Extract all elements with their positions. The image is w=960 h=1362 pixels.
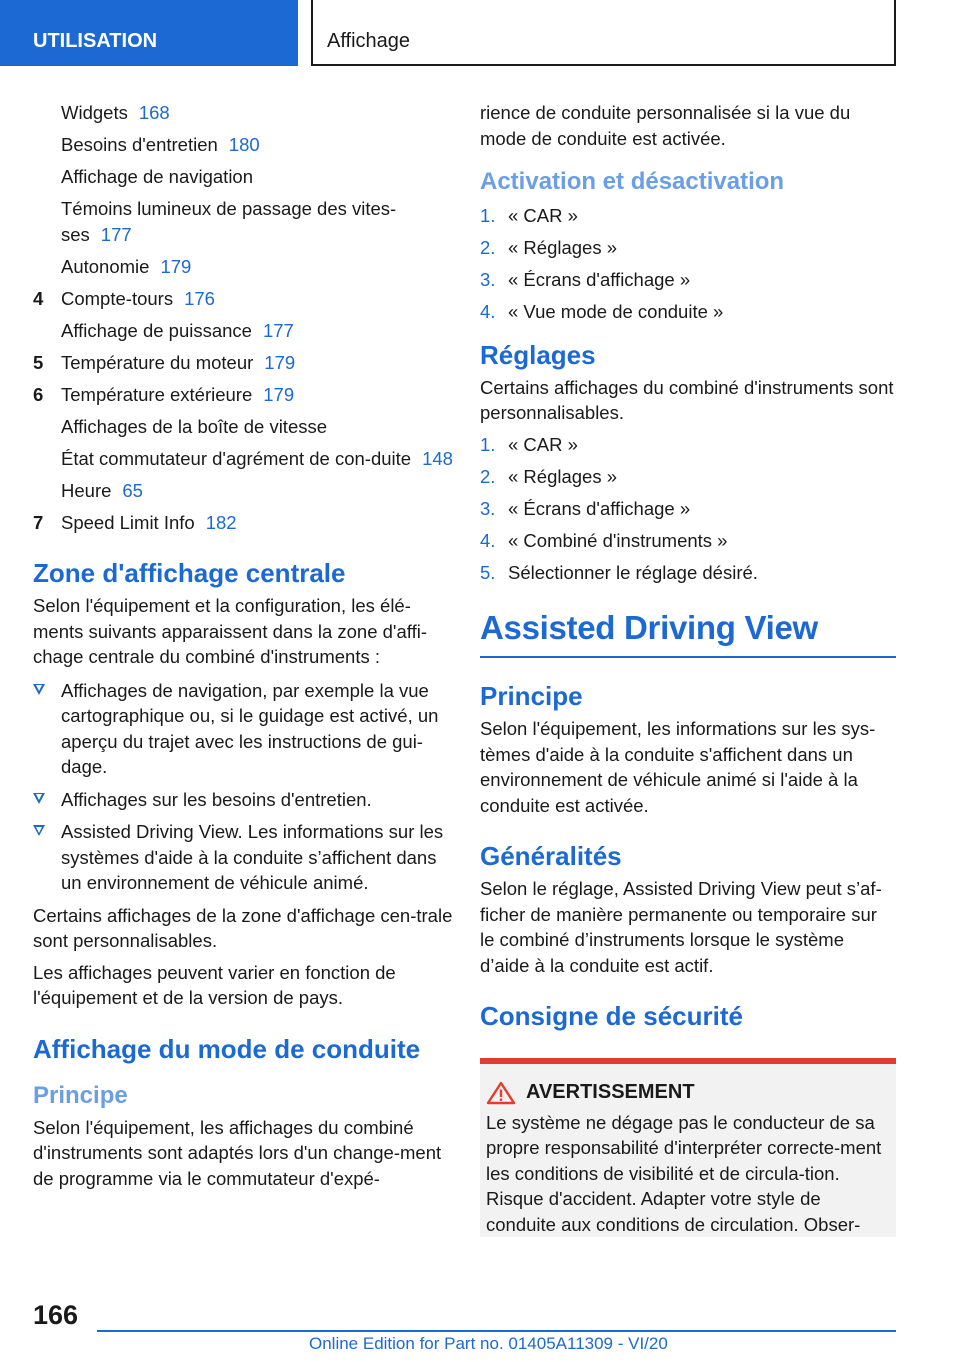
index-entry [33,446,453,472]
step-item [480,299,896,325]
step-number: 4. [480,529,496,551]
page-reference-link[interactable]: 65 [122,479,143,501]
principe-heading-left: Principe [33,1081,128,1109]
list-item: Assisted Driving View. Les informations sur les systèmes d'aide à la conduite s’affichent dans un environnement de véhicule animé. [33,819,453,896]
page-reference-link[interactable]: 179 [263,383,295,405]
reglages-heading: Réglages [480,339,596,370]
legend-index-list [33,100,453,535]
page-reference-link[interactable]: 148 [422,447,453,469]
index-entry [33,164,453,190]
index-label: Compte-tours [61,287,174,309]
chapter-tab [311,0,896,66]
index-label: Température extérieure [61,383,253,405]
index-label: État commutateur d'agrément de con-duite [61,447,412,469]
chapter-title: Affichage [327,30,411,52]
page-reference-link[interactable]: 168 [138,102,170,123]
consigne-heading: Consigne de sécurité [480,1001,743,1031]
page-reference-link[interactable]: 179 [160,255,192,277]
generalites-heading: Généralités [480,841,622,871]
generalites-text: Selon le réglage, Assisted Driving View peut s’af-ficher de manière permanente ou temporaire sur le combiné d’instruments lorsque le système d’aide à la conduite est actif. [480,878,882,976]
step-text: « Réglages » [508,465,618,487]
step-number: 1. [480,433,496,455]
left-column [33,100,453,1197]
zone-paragraph-2: Les affichages peuvent varier en fonction de l'équipement et de la version de pays. [33,961,396,1008]
adv-heading: Assisted Driving View [480,609,896,658]
step-number: 4. [480,301,496,322]
bullet-triangle-icon [33,825,45,836]
warning-triangle-icon [486,1081,516,1105]
section-title: UTILISATION [33,30,158,52]
step-number: 3. [480,269,496,290]
index-label: Affichage de navigation [61,166,254,187]
index-number: 4 [33,287,44,309]
bullet-triangle-icon [33,793,45,804]
step-text: « Écrans d'affichage » [508,497,691,519]
index-label: Témoins lumineux de passage des vites-ses [61,198,397,245]
list-item: Affichages sur les besoins d'entretien. [33,787,453,813]
page-reference-link[interactable]: 182 [205,511,237,533]
index-entry [33,510,453,536]
reglages-text: Certains affichages du combiné d'instruments sont personnalisables. [480,376,894,423]
step-number: 2. [480,465,496,487]
activation-steps [480,203,896,325]
index-entry [33,132,453,158]
index-label: Widgets [61,102,128,123]
page-reference-link[interactable]: 179 [264,351,296,373]
step-number: 3. [480,497,496,519]
warning-header [486,1080,890,1106]
index-entry [33,382,453,408]
index-number: 7 [33,511,44,533]
index-label: Heure [61,479,112,501]
page-reference-link[interactable]: 180 [228,134,260,155]
step-number: 2. [480,237,496,258]
step-item [480,235,896,261]
reglages-steps [480,432,896,586]
step-number: 1. [480,205,496,226]
continued-text: rience de conduite personnalisée si la vue du mode de conduite est activée. [480,102,851,149]
warning-box [480,1058,896,1237]
page-reference-link[interactable]: 177 [262,319,294,341]
index-label: Température du moteur [61,351,254,373]
index-entry [33,196,453,247]
step-text: « Réglages » [508,237,618,258]
activation-heading: Activation et désactivation [480,168,785,195]
step-text: « CAR » [508,205,578,226]
index-label: Affichages de la boîte de vitesse [61,415,328,437]
index-entry [33,100,453,126]
footer-edition: Online Edition for Part no. 01405A11309 - VI/20 [309,1334,668,1353]
section-tab [0,0,298,66]
zone-heading: Zone d'affichage centrale [33,558,346,588]
step-item [480,528,896,554]
page-number: 166 [33,1300,79,1330]
step-text: « Vue mode de conduite » [508,301,724,322]
page-reference-link[interactable]: 176 [184,287,215,309]
step-number: 5. [480,561,496,583]
index-label: Speed Limit Info [61,511,195,533]
index-entry [33,414,453,440]
index-label: Besoins d'entretien [61,134,218,155]
index-entry [33,478,453,504]
index-label: Autonomie [61,255,150,277]
step-item [480,203,896,229]
principe-text-right: Selon l'équipement, les informations sur les sys-tèmes d'aide à la conduite s'affichent dans un environnement de véhicule animé si l'aide à la conduite est activée. [480,718,876,816]
index-entry [33,350,453,376]
step-item [480,432,896,458]
mode-heading: Affichage du mode de conduite [33,1033,421,1064]
index-entry [33,254,453,280]
footer-divider [97,1330,896,1332]
right-column [480,100,896,1237]
step-item [480,267,896,293]
index-label: Affichage de puissance [61,319,252,341]
index-entry [33,318,453,344]
step-item [480,560,896,586]
principe-heading-right: Principe [480,681,583,711]
step-item [480,496,896,522]
index-number: 5 [33,351,44,373]
step-item [480,464,896,490]
step-text: « CAR » [508,433,578,455]
zone-paragraph-1: Certains affichages de la zone d'affichage cen-trale sont personnalisables. [33,904,453,951]
list-item: Affichages de navigation, par exemple la vue cartographique ou, si le guidage est activé, un aperçu du trajet avec les instructions de gui-dage. [33,678,453,780]
warning-title: AVERTISSEMENT [526,1081,695,1103]
zone-bullet-list [33,678,453,896]
step-text: « Écrans d'affichage » [508,269,691,290]
warning-text: Le système ne dégage pas le conducteur de sa propre responsabilité d'interpréter correcte-ment les conditions de visibilité et de circula-tion. Risque d'accident. Adapter votre style de conduite aux conditions de circulation. Obser- [486,1111,882,1235]
bullet-triangle-icon [33,684,45,695]
index-number: 6 [33,383,44,405]
page-reference-link[interactable]: 177 [100,223,132,245]
step-text: « Combiné d'instruments » [508,529,728,551]
step-text: Sélectionner le réglage désiré. [508,561,758,583]
zone-intro: Selon l'équipement et la configuration, les élé-ments suivants apparaissent dans la zone d'affi-chage centrale du combiné d'instruments : [33,595,427,667]
principe-text-left: Selon l'équipement, les affichages du combiné d'instruments sont adaptés lors d'un change-ment de programme via le commutateur d'expé- [33,1116,442,1189]
index-entry [33,286,453,312]
